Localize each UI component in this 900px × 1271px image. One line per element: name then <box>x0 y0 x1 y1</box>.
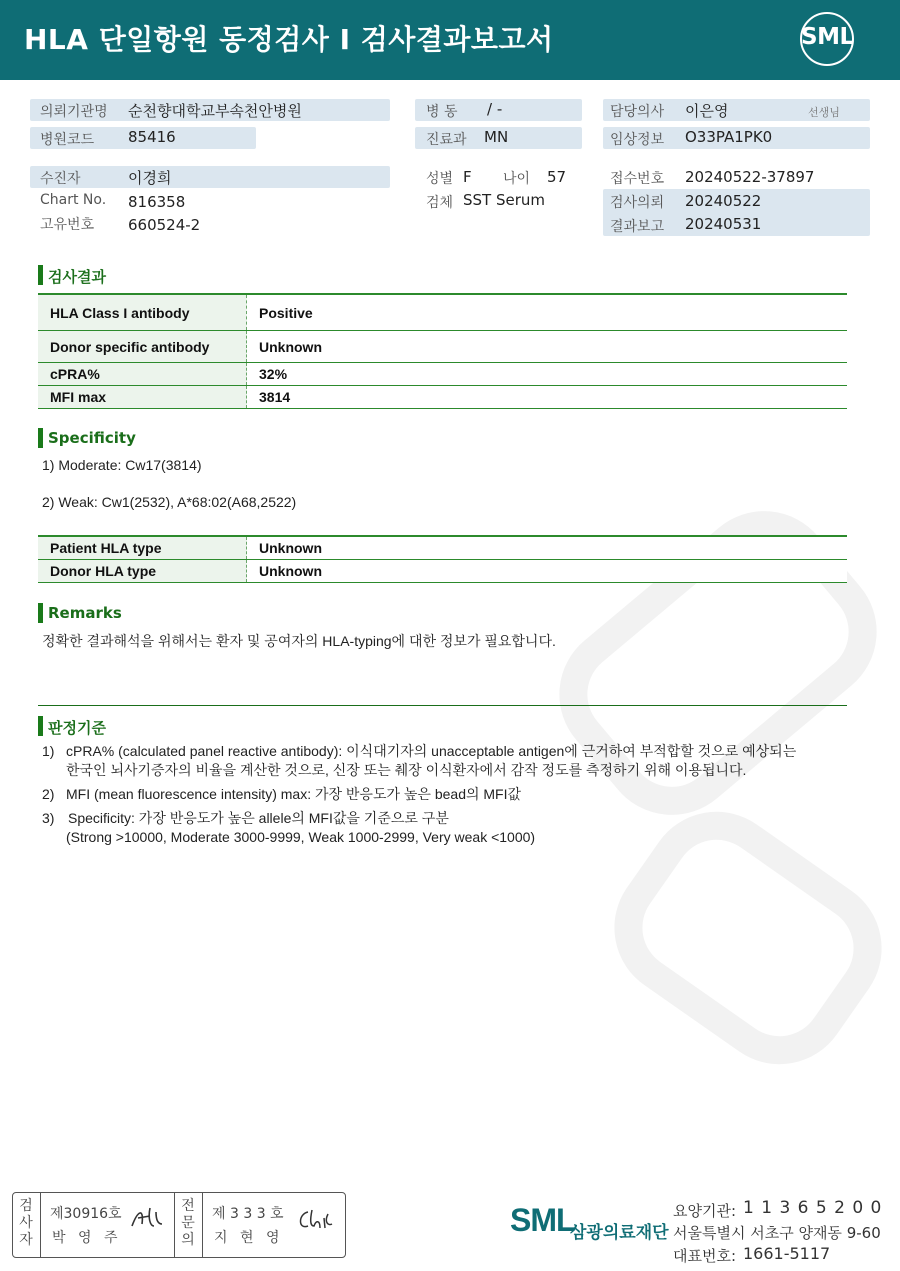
header-logo-text: SML <box>801 24 854 50</box>
criteria-section-marker <box>38 716 43 736</box>
care-no-label: 요양기관: <box>673 1202 737 1220</box>
result-name-cell: cPRA% <box>38 363 247 386</box>
results-table <box>38 295 847 409</box>
doctor-value: 이은영 <box>685 102 729 120</box>
tester-name: 박 영 주 <box>52 1230 122 1246</box>
signature-divider <box>202 1193 203 1257</box>
institution-value: 순천향대학교부속천안병원 <box>128 102 302 120</box>
table-row <box>38 331 847 363</box>
signature-divider <box>40 1193 41 1257</box>
sex-label: 성별 <box>426 171 454 187</box>
result-value-cell: 32% <box>247 363 848 386</box>
criteria-item-line: 한국인 뇌사기증자의 비율을 계산한 것으로, 신장 또는 췌장 이식환자에서 감작 정도를 측정하기 위해 이용됩니다. <box>66 762 747 778</box>
table-row <box>38 537 847 560</box>
receipt-value: 20240522-37897 <box>685 168 815 186</box>
specialist-number: 제 3 3 3 호 <box>212 1206 284 1222</box>
remarks-text: 정확한 결과해석을 위해서는 환자 및 공여자의 HLA-typing에 대한 정보가 필요합니다. <box>42 633 556 649</box>
results-section-title: 검사결과 <box>48 268 106 286</box>
ward-value: / - <box>487 100 503 118</box>
specialist-signature-icon <box>294 1206 334 1234</box>
specificity-section-marker <box>38 428 43 448</box>
hla-name-cell: Patient HLA type <box>38 537 247 560</box>
criteria-number: 2) <box>42 786 55 802</box>
chart-label: Chart No. <box>40 192 107 208</box>
hla-value-cell: Unknown <box>247 537 848 560</box>
age-value: 57 <box>547 168 567 186</box>
dept-label: 진료과 <box>426 132 467 148</box>
specificity-line-2: 2) Weak: Cw1(2532), A*68:02(A68,2522) <box>42 494 297 510</box>
specificity-section-title: Specificity <box>48 429 136 447</box>
clinical-value: O33PA1PK0 <box>685 128 773 146</box>
result-value-cell: 3814 <box>247 386 848 409</box>
hla-value-cell: Unknown <box>247 560 848 583</box>
doctor-suffix: 선생님 <box>808 106 840 119</box>
remarks-section-marker <box>38 603 43 623</box>
result-name-cell: MFI max <box>38 386 247 409</box>
address: 서울특별시 서초구 양재동 9-60 <box>673 1224 881 1242</box>
ward-label: 병 동 <box>426 104 458 120</box>
criteria-item-line: MFI (mean fluorescence intensity) max: 가장 반응도가 높은 bead의 MFI값 <box>66 786 522 802</box>
care-no-value: 1 1 3 6 5 2 0 0 <box>743 1198 883 1218</box>
table-row <box>38 295 847 331</box>
report-value: 20240531 <box>685 215 762 233</box>
foundation-logo: SML <box>510 1202 575 1238</box>
institution-label: 의뢰기관명 <box>40 104 108 120</box>
specimen-label: 검체 <box>426 195 454 211</box>
hla-type-table <box>38 537 847 583</box>
criteria-item-line: Specificity: 가장 반응도가 높은 allele의 MFI값을 기준으로 구분 <box>68 810 449 826</box>
clinical-label: 임상정보 <box>610 132 665 148</box>
remarks-section-title: Remarks <box>48 604 122 622</box>
sex-value: F <box>463 168 472 186</box>
specialist-label: 전문의 <box>181 1198 195 1248</box>
criteria-divider <box>38 705 847 706</box>
tester-label: 검사자 <box>19 1198 33 1248</box>
criteria-item-line: cPRA% (calculated panel reactive antibody): 이식대기자의 unacceptable antigen에 근거하여 부적합할 것으로 예상되는 <box>66 743 797 759</box>
request-value: 20240522 <box>685 192 762 210</box>
table-row <box>38 386 847 409</box>
watermark-shape <box>587 784 900 1091</box>
criteria-section-title: 판정기준 <box>48 719 106 737</box>
table-row <box>38 560 847 583</box>
criteria-item-line: (Strong >10000, Moderate 3000-9999, Weak 1000-2999, Very weak <1000) <box>66 829 536 845</box>
tester-number: 제30916호 <box>50 1206 122 1222</box>
patient-box <box>30 166 390 188</box>
foundation-name: 삼광의료재단 <box>570 1223 669 1243</box>
page-title: HLA 단일항원 동정검사 I 검사결과보고서 <box>24 23 554 56</box>
patient-value: 이경희 <box>128 169 172 187</box>
hospital-code-value: 85416 <box>128 128 176 146</box>
hospital-code-label: 병원코드 <box>40 132 95 148</box>
specimen-value: SST Serum <box>463 191 546 209</box>
criteria-number: 1) <box>42 743 55 759</box>
phone-label: 대표번호: <box>673 1247 737 1265</box>
unique-label: 고유번호 <box>40 217 95 233</box>
chart-value: 816358 <box>128 193 186 211</box>
table-row <box>38 363 847 386</box>
specialist-name: 지 현 영 <box>214 1230 284 1246</box>
request-label: 검사의뢰 <box>610 195 665 211</box>
hla-name-cell: Donor HLA type <box>38 560 247 583</box>
age-label: 나이 <box>503 171 531 187</box>
unique-value: 660524-2 <box>128 216 201 234</box>
phone-value: 1661-5117 <box>743 1244 831 1263</box>
result-value-cell: Positive <box>247 295 848 331</box>
dept-value: MN <box>484 128 509 146</box>
tester-signature-icon <box>128 1204 166 1232</box>
signature-divider <box>174 1193 175 1257</box>
result-value-cell: Unknown <box>247 331 848 363</box>
receipt-label: 접수번호 <box>610 171 665 187</box>
result-name-cell: Donor specific antibody <box>38 331 247 363</box>
result-name-cell: HLA Class I antibody <box>38 295 247 331</box>
specificity-line-1: 1) Moderate: Cw17(3814) <box>42 457 202 473</box>
criteria-number: 3) <box>42 810 55 826</box>
report-label: 결과보고 <box>610 219 665 235</box>
results-section-marker <box>38 265 43 285</box>
doctor-label: 담당의사 <box>610 104 665 120</box>
patient-label: 수진자 <box>40 171 81 187</box>
